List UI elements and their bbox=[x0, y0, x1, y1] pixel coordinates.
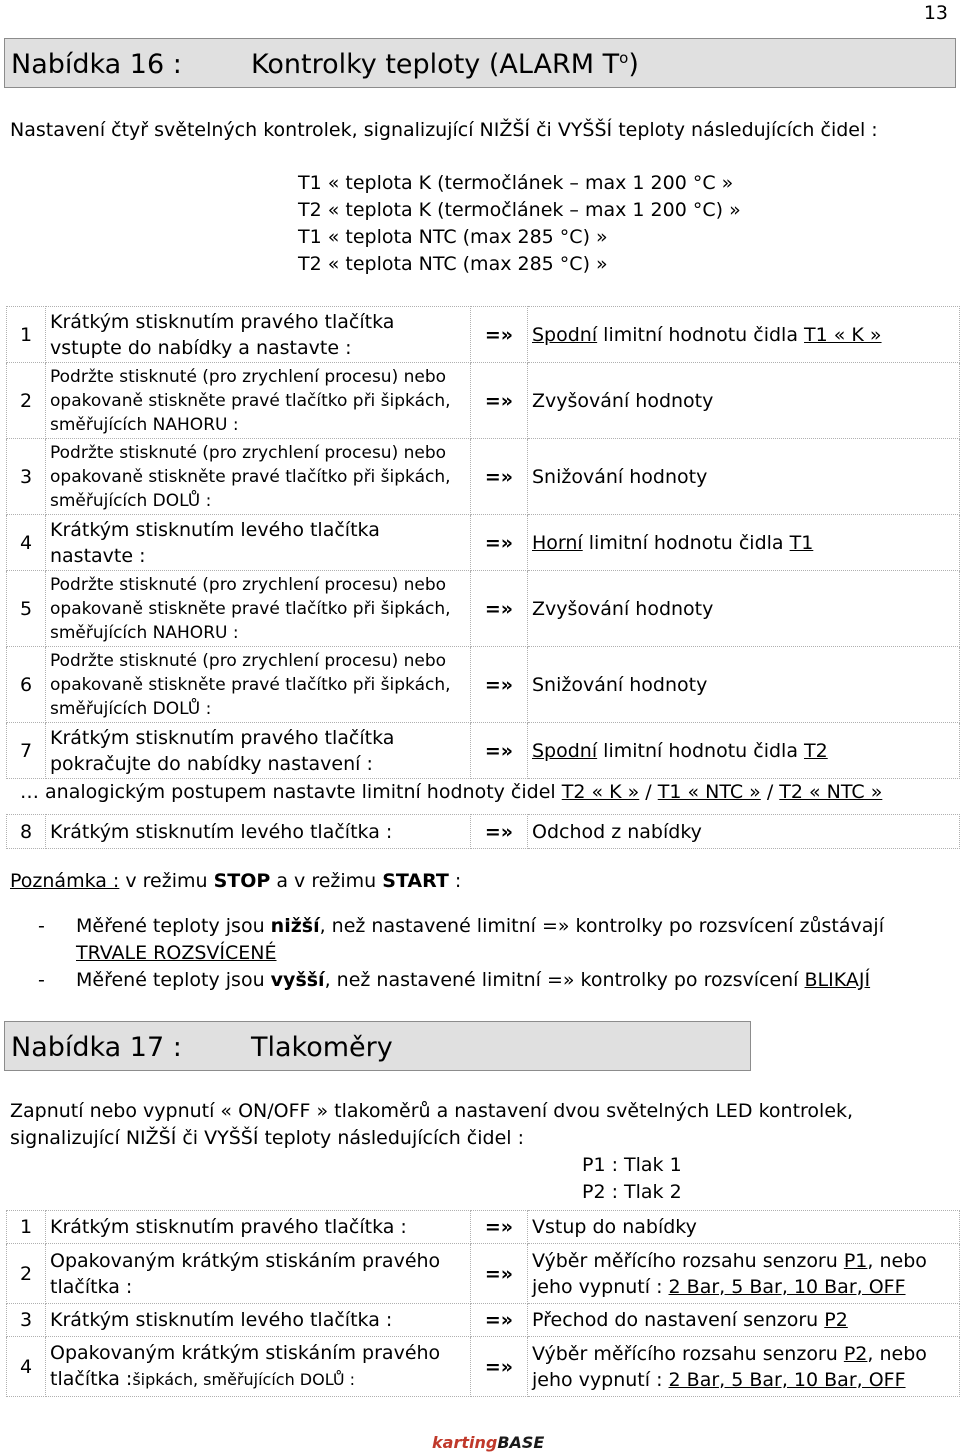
step-instruction: Krátkým stisknutím pravého tlačítka pokračujte do nabídky nastavení : bbox=[50, 726, 395, 775]
sensor-item: T1 « teplota K (termočlánek – max 1 200 °C » bbox=[298, 172, 734, 194]
step-result: Horní limitní hodnotu čidla T1 bbox=[528, 515, 960, 571]
step-number: 6 bbox=[7, 647, 46, 723]
step-row bbox=[7, 1304, 960, 1337]
step-number: 4 bbox=[7, 1337, 46, 1397]
pressure-list bbox=[582, 1152, 682, 1206]
step-result: Výběr měřícího rozsahu senzoru P1, nebo jeho vypnutí : 2 Bar, 5 Bar, 10 Bar, OFF bbox=[528, 1244, 960, 1304]
sensor-item: T2 « teplota K (termočlánek – max 1 200 °C) » bbox=[298, 199, 741, 221]
sensor-list bbox=[298, 170, 741, 278]
menu16-header bbox=[4, 38, 956, 88]
step-instruction: Opakovaným krátkým stiskáním pravého tlačítka :šipkách, směřujících DOLŮ : bbox=[50, 1342, 441, 1390]
step-number: 2 bbox=[7, 363, 46, 439]
arrow-icon: =» bbox=[471, 1244, 528, 1304]
menu17-intro: Zapnutí nebo vypnutí « ON/OFF » tlakoměrů a nastavení dvou světelných LED kontrolek, signalizující NIŽŠÍ či VYŠŠÍ teploty následujících čidel : bbox=[10, 1100, 854, 1149]
arrow-icon: =» bbox=[471, 439, 528, 515]
arrow-icon: =» bbox=[471, 723, 528, 779]
menu17-title: Tlakoměry bbox=[251, 1032, 393, 1063]
step-number: 3 bbox=[7, 439, 46, 515]
step-instruction: Podržte stisknuté (pro zrychlení procesu) nebo opakovaně stiskněte pravé tlačítko při šipkách, směřujících NAHORU : bbox=[50, 366, 451, 435]
arrow-icon: =» bbox=[471, 1304, 528, 1337]
step-row bbox=[7, 363, 960, 439]
menu17-steps-table bbox=[6, 1210, 960, 1397]
menu16-exit-table bbox=[6, 814, 960, 849]
step-number: 3 bbox=[7, 1304, 46, 1337]
step-row bbox=[7, 1337, 960, 1397]
menu16-intro: Nastavení čtyř světelných kontrolek, signalizující NIŽŠÍ či VYŠŠÍ teploty následujících čidel : bbox=[10, 119, 878, 141]
arrow-icon: =» bbox=[471, 1337, 528, 1397]
pressure-item: P2 : Tlak 2 bbox=[582, 1181, 682, 1203]
step-number: 5 bbox=[7, 571, 46, 647]
step-number: 2 bbox=[7, 1244, 46, 1304]
step-instruction: Krátkým stisknutím pravého tlačítka vstupte do nabídky a nastavte : bbox=[50, 310, 395, 359]
note-bullet: - Měřené teploty jsou nižší, než nastavené limitní =» kontrolky po rozsvícení zůstávají bbox=[38, 915, 884, 937]
step-instruction: Podržte stisknuté (pro zrychlení procesu) nebo opakovaně stiskněte pravé tlačítko při šipkách, směřujících DOLŮ : bbox=[50, 442, 451, 511]
menu17-header bbox=[4, 1021, 751, 1071]
note-bullet: - Měřené teploty jsou vyšší, než nastavené limitní =» kontrolky po rozsvícení BLIKAJÍ bbox=[38, 969, 871, 991]
step-row bbox=[7, 647, 960, 723]
step-row bbox=[7, 515, 960, 571]
step-instruction: Krátkým stisknutím levého tlačítka nastavte : bbox=[50, 518, 380, 567]
menu17-label: Nabídka 17 : bbox=[11, 1032, 182, 1063]
step-result: Spodní limitní hodnotu čidla T2 bbox=[528, 723, 960, 779]
step-instruction: Podržte stisknuté (pro zrychlení procesu) nebo opakovaně stiskněte pravé tlačítko při šipkách, směřujících NAHORU : bbox=[50, 574, 451, 643]
step-result: Odchod z nabídky bbox=[528, 815, 960, 849]
karting-base-logo: kartingBASE bbox=[432, 1433, 545, 1452]
note-line: Poznámka : v režimu STOP a v režimu START : bbox=[10, 870, 462, 892]
step-row bbox=[7, 1211, 960, 1244]
step-number: 1 bbox=[7, 307, 46, 363]
step-number: 7 bbox=[7, 723, 46, 779]
arrow-icon: =» bbox=[471, 1211, 528, 1244]
analog-note: … analogickým postupem nastavte limitní hodnoty čidel T2 « K » / T1 « NTC » / T2 « NTC » bbox=[20, 781, 883, 803]
sensor-item: T1 « teplota NTC (max 285 °C) » bbox=[298, 226, 608, 248]
step-row bbox=[7, 439, 960, 515]
arrow-icon: =» bbox=[471, 307, 528, 363]
step-instruction: Krátkým stisknutím pravého tlačítka : bbox=[50, 1216, 407, 1238]
arrow-icon: =» bbox=[471, 515, 528, 571]
pressure-item: P1 : Tlak 1 bbox=[582, 1154, 682, 1176]
step-instruction: Podržte stisknuté (pro zrychlení procesu) nebo opakovaně stiskněte pravé tlačítko při šipkách, směřujících DOLŮ : bbox=[50, 650, 451, 719]
step-instruction: Opakovaným krátkým stiskáním pravého tlačítka : bbox=[50, 1249, 441, 1298]
arrow-icon: =» bbox=[471, 815, 528, 849]
step-row bbox=[7, 815, 960, 849]
step-result: Vstup do nabídky bbox=[528, 1211, 960, 1244]
step-number: 8 bbox=[7, 815, 46, 849]
step-row bbox=[7, 1244, 960, 1304]
step-instruction: Krátkým stisknutím levého tlačítka : bbox=[50, 1309, 393, 1331]
arrow-icon: =» bbox=[471, 647, 528, 723]
menu16-steps-table bbox=[6, 306, 960, 779]
step-result: Přechod do nastavení senzoru P2 bbox=[528, 1304, 960, 1337]
page-number: 13 bbox=[923, 2, 948, 24]
step-result: Snižování hodnoty bbox=[528, 647, 960, 723]
step-instruction: Krátkým stisknutím levého tlačítka : bbox=[50, 820, 393, 843]
step-result: Výběr měřícího rozsahu senzoru P2, nebo jeho vypnutí : 2 Bar, 5 Bar, 10 Bar, OFF bbox=[528, 1337, 960, 1397]
step-row bbox=[7, 307, 960, 363]
sensor-item: T2 « teplota NTC (max 285 °C) » bbox=[298, 253, 608, 275]
step-row bbox=[7, 723, 960, 779]
arrow-icon: =» bbox=[471, 571, 528, 647]
step-result: Zvyšování hodnoty bbox=[528, 571, 960, 647]
arrow-icon: =» bbox=[471, 363, 528, 439]
step-result: Snižování hodnoty bbox=[528, 439, 960, 515]
step-result: Zvyšování hodnoty bbox=[528, 363, 960, 439]
note-bullet-continuation: TRVALE ROZSVÍCENÉ bbox=[76, 942, 277, 964]
step-number: 1 bbox=[7, 1211, 46, 1244]
menu16-title: Kontrolky teploty (ALARM $T^o$) bbox=[251, 49, 639, 80]
menu16-label: Nabídka 16 : bbox=[11, 49, 182, 80]
step-number: 4 bbox=[7, 515, 46, 571]
step-row bbox=[7, 571, 960, 647]
step-result: Spodní limitní hodnotu čidla T1 « K » bbox=[528, 307, 960, 363]
